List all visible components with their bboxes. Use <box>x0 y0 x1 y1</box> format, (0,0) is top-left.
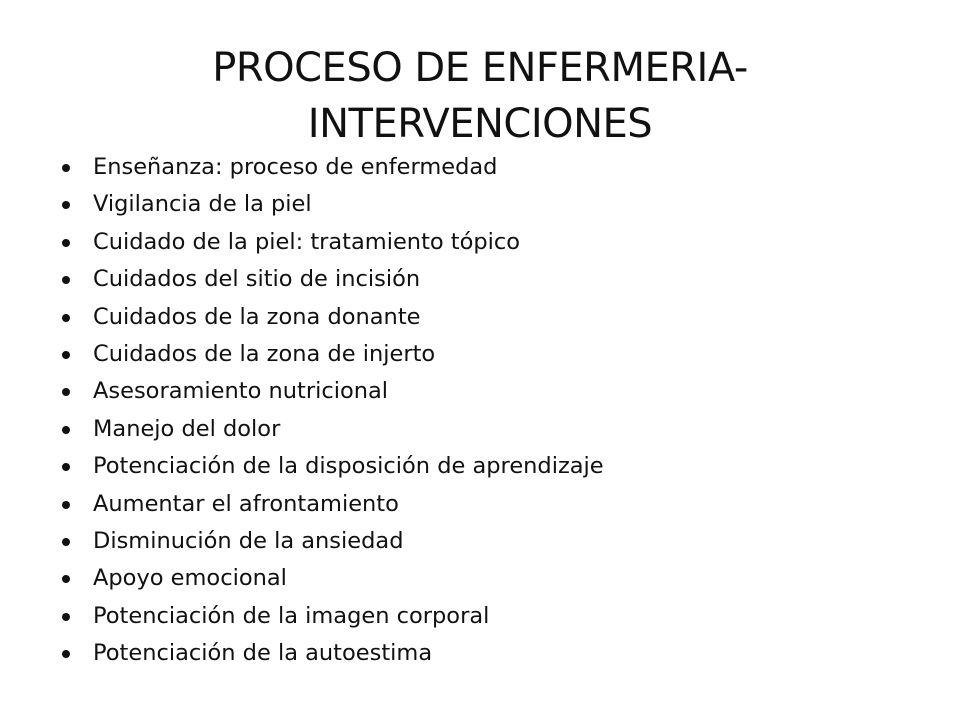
bullet-item <box>62 299 922 336</box>
bullet-text: Enseñanza: proceso de enfermedad <box>93 154 498 180</box>
slide-title-line-1: PROCESO DE ENFERMERIA- <box>212 45 748 91</box>
bullet-text: Asesoramiento nutricional <box>93 378 389 405</box>
bullet-dot-icon <box>62 314 70 322</box>
bullet-dot-icon <box>62 239 70 247</box>
bullet-dot-icon <box>62 463 70 471</box>
bullet-item <box>62 635 922 672</box>
bullet-text: Apoyo emocional <box>93 565 287 592</box>
bullet-text: Cuidados de la zona donante <box>93 303 421 330</box>
bullet-dot-icon <box>62 164 70 172</box>
bullet-dot-icon <box>62 426 70 434</box>
bullet-dot-icon <box>62 351 70 359</box>
bullet-dot-icon <box>62 575 70 583</box>
bullet-text: Disminución de la ansiedad <box>93 527 404 554</box>
bullet-dot-icon <box>62 201 70 209</box>
bullet-item <box>62 411 922 448</box>
bullet-item <box>62 373 922 410</box>
bullet-dot-icon <box>62 276 70 284</box>
bullet-text: Aumentar el afrontamiento <box>93 490 399 517</box>
bullet-item <box>62 523 922 560</box>
bullet-dot-icon <box>62 538 70 546</box>
slide-title <box>200 40 760 152</box>
bullet-dot-icon <box>62 613 70 621</box>
bullet-item <box>62 336 922 373</box>
bullet-item <box>62 149 922 186</box>
bullet-text: Cuidado de la piel: tratamiento tópico <box>93 228 521 255</box>
bullet-item <box>62 560 922 597</box>
bullet-text: Potenciación de la autoestima <box>93 640 433 667</box>
bullet-text: Cuidados del sitio de incisión <box>93 266 421 293</box>
bullet-text: Vigilancia de la piel <box>93 191 312 218</box>
slide-title-line-2: INTERVENCIONES <box>307 101 653 147</box>
bullet-item <box>62 261 922 298</box>
bullet-item <box>62 486 922 523</box>
bullet-text: Potenciación de la imagen corporal <box>93 602 490 629</box>
bullet-text: Cuidados de la zona de injerto <box>93 340 436 367</box>
bullet-dot-icon <box>62 650 70 658</box>
bullet-dot-icon <box>62 501 70 509</box>
bullet-item <box>62 598 922 635</box>
bullet-text: Potenciación de la disposición de aprendizaje <box>93 453 604 480</box>
bullet-list <box>62 149 922 672</box>
bullet-item <box>62 224 922 261</box>
bullet-item <box>62 448 922 485</box>
bullet-text: Manejo del dolor <box>93 415 281 442</box>
bullet-dot-icon <box>62 388 70 396</box>
bullet-item <box>62 186 922 223</box>
